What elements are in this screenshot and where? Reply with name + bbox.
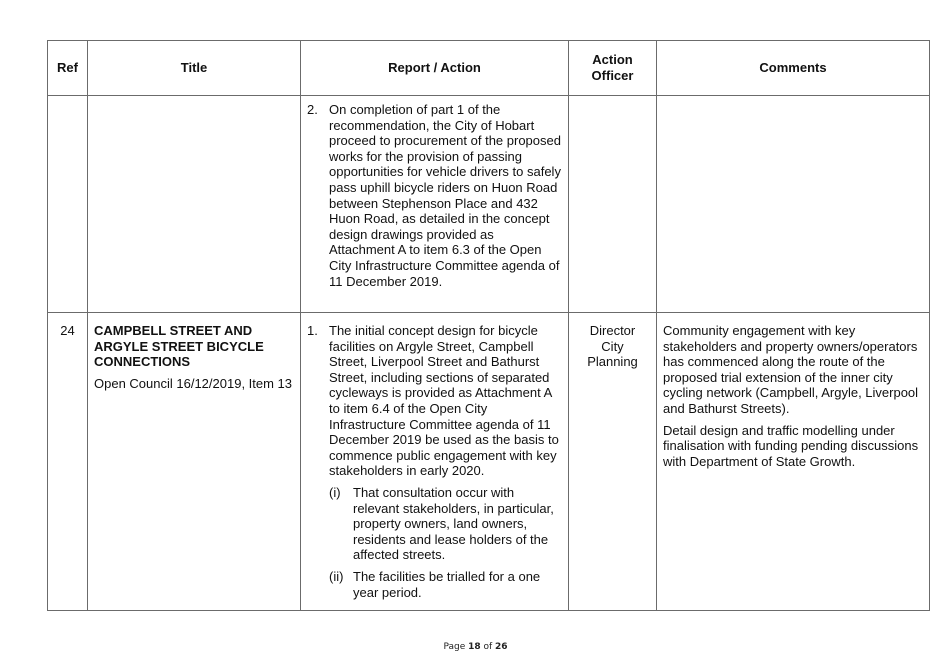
header-report-label: Report / Action bbox=[388, 60, 481, 76]
officer-cell bbox=[569, 96, 657, 313]
comments-cell-inner bbox=[657, 96, 929, 116]
recommendation-item bbox=[307, 323, 562, 600]
recommendation-number: 1. bbox=[307, 323, 318, 338]
recommendation-item bbox=[307, 102, 562, 289]
comment-paragraph: Community engagement with key stakeholders and property owners/operators has commenced along the route of the proposed trial extension of the inner city cycling network (Campbell, Argyle, Liverpool and Bathurst Streets). bbox=[663, 323, 919, 416]
table-row bbox=[48, 313, 930, 611]
page-label: Page bbox=[443, 642, 469, 652]
ref-cell bbox=[48, 313, 88, 611]
sub-recommendation-list bbox=[329, 485, 562, 600]
item-meeting-reference: Open Council 16/12/2019, Item 13 bbox=[94, 375, 293, 391]
recommendation-text: On completion of part 1 of the recommendation, the City of Hobart proceed to procurement of the proposed works for the provision of passing opportunities for vehicle drivers to safely pass uphill bicycle riders on Huon Road between Stephenson Place and 432 Huon Road, as detailed in the concept design drawings provided as Attachment A to item 6.3 of the Open City Infrastructure Committee agenda of 11 December 2019. bbox=[329, 102, 561, 289]
comment-paragraph: Detail design and traffic modelling under finalisation with funding pending discussions with Department of State Growth. bbox=[663, 422, 919, 469]
title-cell bbox=[88, 96, 301, 313]
recommendation-number: 2. bbox=[307, 102, 318, 117]
table-row bbox=[48, 96, 930, 313]
header-action-officer bbox=[569, 41, 657, 96]
sub-recommendation-number: (i) bbox=[329, 484, 341, 500]
header-comments-label: Comments bbox=[759, 60, 827, 76]
sub-recommendation-text: The facilities be trialled for a one year period. bbox=[353, 568, 541, 600]
recommendation-list bbox=[307, 102, 562, 289]
sub-recommendation-item bbox=[329, 485, 562, 563]
officer-line: City bbox=[601, 338, 624, 354]
ref-value bbox=[48, 96, 87, 116]
sub-recommendation-text: That consultation occur with relevant stakeholders, in particular, property owners, land owners, residents and lease holders of the affected streets. bbox=[353, 484, 554, 563]
title-cell bbox=[88, 313, 301, 611]
title-cell-inner bbox=[88, 96, 300, 116]
page-footer bbox=[0, 642, 951, 652]
header-title bbox=[88, 41, 301, 96]
header-report-action bbox=[301, 41, 569, 96]
recommendation-text: The initial concept design for bicycle facilities on Argyle Street, Campbell Street, Liverpool Street and Bathurst Street, including sections of separated cycleways is provided as Attachment A to item 6.4 of the Open City Infrastructure Committee agenda of 11 December 2019 be used as the basis to commence public engagement with key stakeholders in early 2020. bbox=[329, 323, 559, 479]
header-comments bbox=[657, 41, 930, 96]
page-current: 18 bbox=[468, 642, 481, 652]
sub-recommendation-item bbox=[329, 569, 562, 600]
ref-cell bbox=[48, 96, 88, 313]
header-title-label: Title bbox=[180, 60, 208, 76]
comments-cell bbox=[657, 313, 930, 611]
page-total: 26 bbox=[495, 642, 508, 652]
recommendation-list bbox=[307, 323, 562, 600]
action-table bbox=[47, 40, 930, 611]
report-cell bbox=[301, 96, 569, 313]
ref-value: 24 bbox=[60, 323, 75, 338]
officer-cell bbox=[569, 313, 657, 611]
table-header-row bbox=[48, 41, 930, 96]
header-ref bbox=[48, 41, 88, 96]
officer-line: Planning bbox=[587, 354, 638, 370]
officer-cell-inner bbox=[569, 96, 656, 116]
comments-cell bbox=[657, 96, 930, 313]
header-officer-line2: Officer bbox=[591, 68, 634, 83]
header-officer-line1: Action bbox=[592, 52, 633, 68]
item-title: CAMPBELL STREET AND ARGYLE STREET BICYCLE CONNECTIONS bbox=[94, 323, 264, 370]
officer-line: Director bbox=[589, 323, 636, 338]
report-cell bbox=[301, 313, 569, 611]
header-ref-label: Ref bbox=[57, 60, 78, 76]
sub-recommendation-number: (ii) bbox=[329, 568, 344, 584]
page-separator: of bbox=[480, 642, 496, 652]
